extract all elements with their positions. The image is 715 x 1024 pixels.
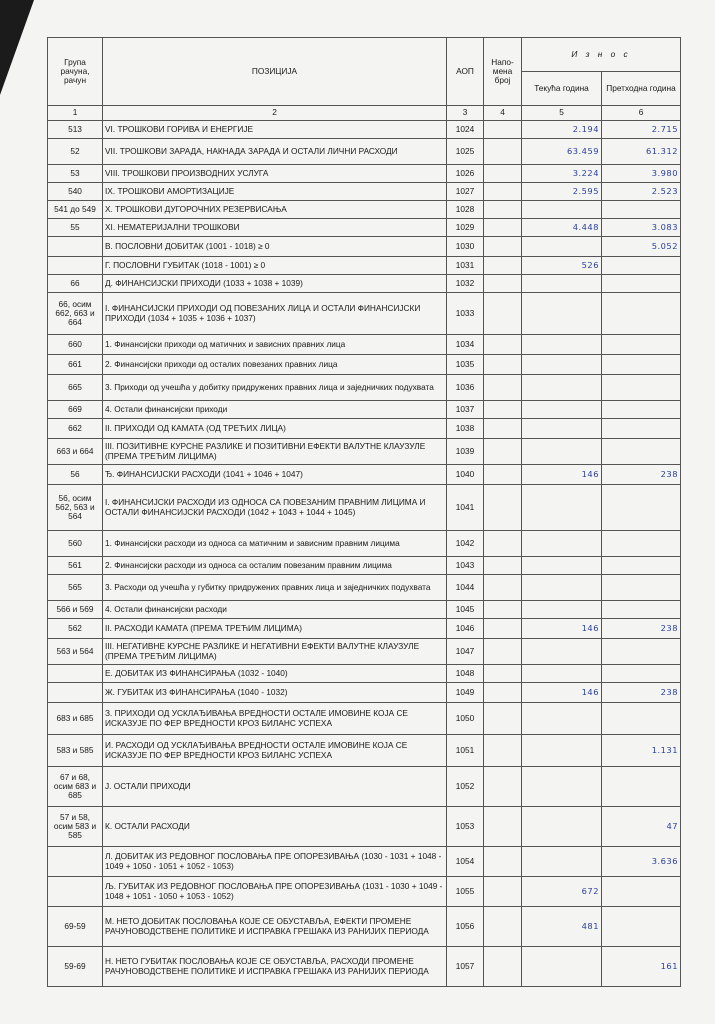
table-row [48, 735, 681, 767]
account-group-cell: 67 и 68, осим 683 и 685 [48, 767, 103, 807]
aop-cell: 1055 [447, 877, 484, 907]
previous-year-value [602, 257, 681, 275]
current-year-value [522, 439, 602, 465]
current-year-value [522, 767, 602, 807]
account-group-cell: 565 [48, 575, 103, 601]
current-year-value [522, 355, 602, 375]
note-cell [484, 237, 522, 257]
note-cell [484, 531, 522, 557]
table-row [48, 355, 681, 375]
table-row [48, 907, 681, 947]
position-cell: Д. ФИНАНСИЈСКИ ПРИХОДИ (1033 + 1038 + 1039) [103, 275, 447, 293]
current-year-value: 146 [522, 619, 602, 639]
note-cell [484, 735, 522, 767]
previous-year-value [602, 419, 681, 439]
position-cell: Н. НЕТО ГУБИТАК ПОСЛОВАЊА КОЈЕ СЕ ОБУСТАВЉА, РАСХОДИ ПРОМЕНЕ РАЧУНОВОДСТВЕНЕ ПОЛИТИКЕ И ИСПРАВКА ГРЕШАКА ИЗ РАНИЈИХ ПЕРИОДА [103, 947, 447, 987]
current-year-value: 481 [522, 907, 602, 947]
table-row [48, 165, 681, 183]
table-body [48, 121, 681, 987]
header-position: ПОЗИЦИЈА [103, 38, 447, 106]
note-cell [484, 683, 522, 703]
current-year-value [522, 557, 602, 575]
position-cell: XI. НЕМАТЕРИЈАЛНИ ТРОШКОВИ [103, 219, 447, 237]
account-group-cell [48, 683, 103, 703]
current-year-value [522, 401, 602, 419]
previous-year-value [602, 275, 681, 293]
table-row [48, 877, 681, 907]
previous-year-value: 5.052 [602, 237, 681, 257]
note-cell [484, 947, 522, 987]
position-cell: X. ТРОШКОВИ ДУГОРОЧНИХ РЕЗЕРВИСАЊА [103, 201, 447, 219]
account-group-cell: 660 [48, 335, 103, 355]
account-group-cell [48, 877, 103, 907]
account-group-cell: 566 и 569 [48, 601, 103, 619]
note-cell [484, 183, 522, 201]
previous-year-value [602, 293, 681, 335]
current-year-value: 672 [522, 877, 602, 907]
previous-year-value [602, 767, 681, 807]
note-cell [484, 293, 522, 335]
aop-cell: 1054 [447, 847, 484, 877]
current-year-value: 526 [522, 257, 602, 275]
position-cell: III. НЕГАТИВНЕ КУРСНЕ РАЗЛИКЕ И НЕГАТИВНИ ЕФЕКТИ ВАЛУТНЕ КЛАУЗУЛЕ (ПРЕМА ТРЕЋИМ ЛИЦИМА) [103, 639, 447, 665]
account-group-cell: 683 и 685 [48, 703, 103, 735]
header-group: Група рачуна, рачун [48, 38, 103, 106]
note-cell [484, 201, 522, 219]
note-cell [484, 401, 522, 419]
col-num-2: 2 [103, 106, 447, 121]
account-group-cell: 669 [48, 401, 103, 419]
note-cell [484, 165, 522, 183]
position-cell: М. НЕТО ДОБИТАК ПОСЛОВАЊА КОЈЕ СЕ ОБУСТАВЉА, ЕФЕКТИ ПРОМЕНЕ РАЧУНОВОДСТВЕНЕ ПОЛИТИКЕ И ИСПРАВКА ГРЕШАКА ИЗ РАНИЈИХ ПЕРИОДА [103, 907, 447, 947]
header-amount: И з н о с [522, 38, 681, 72]
previous-year-value [602, 355, 681, 375]
table-row [48, 639, 681, 665]
account-group-cell [48, 257, 103, 275]
position-cell: 4. Остали финансијски приходи [103, 401, 447, 419]
current-year-value [522, 735, 602, 767]
current-year-value [522, 807, 602, 847]
aop-cell: 1032 [447, 275, 484, 293]
position-cell: Ж. ГУБИТАК ИЗ ФИНАНСИРАЊА (1040 - 1032) [103, 683, 447, 703]
account-group-cell: 56, осим 562, 563 и 564 [48, 485, 103, 531]
account-group-cell: 561 [48, 557, 103, 575]
previous-year-value: 3.980 [602, 165, 681, 183]
aop-cell: 1026 [447, 165, 484, 183]
previous-year-value [602, 531, 681, 557]
aop-cell: 1045 [447, 601, 484, 619]
current-year-value: 146 [522, 465, 602, 485]
account-group-cell: 560 [48, 531, 103, 557]
previous-year-value: 238 [602, 683, 681, 703]
previous-year-value: 2.523 [602, 183, 681, 201]
note-cell [484, 355, 522, 375]
position-cell: 3. Приходи од учешћа у добитку придружених правних лица и заједничких подухвата [103, 375, 447, 401]
account-group-cell: 583 и 585 [48, 735, 103, 767]
account-group-cell: 562 [48, 619, 103, 639]
note-cell [484, 619, 522, 639]
note-cell [484, 139, 522, 165]
position-cell: II. РАСХОДИ КАМАТА (ПРЕМА ТРЕЋИМ ЛИЦИМА) [103, 619, 447, 639]
previous-year-value: 2.715 [602, 121, 681, 139]
note-cell [484, 465, 522, 485]
position-cell: Ђ. ФИНАНСИЈСКИ РАСХОДИ (1041 + 1046 + 1047) [103, 465, 447, 485]
previous-year-value [602, 575, 681, 601]
table-row [48, 465, 681, 485]
account-group-cell: 66, осим 662, 663 и 664 [48, 293, 103, 335]
aop-cell: 1056 [447, 907, 484, 947]
aop-cell: 1036 [447, 375, 484, 401]
aop-cell: 1043 [447, 557, 484, 575]
note-cell [484, 767, 522, 807]
account-group-cell: 55 [48, 219, 103, 237]
table-row [48, 275, 681, 293]
table-row [48, 139, 681, 165]
current-year-value [522, 201, 602, 219]
current-year-value: 3.224 [522, 165, 602, 183]
previous-year-value [602, 485, 681, 531]
position-cell: Ј. ОСТАЛИ ПРИХОДИ [103, 767, 447, 807]
position-cell: З. ПРИХОДИ ОД УСКЛАЂИВАЊА ВРЕДНОСТИ ОСТАЛЕ ИМОВИНЕ КОЈА СЕ ИСКАЗУЈЕ ПО ФЕР ВРЕДНОСТИ КРОЗ БИЛАНС УСПЕХА [103, 703, 447, 735]
position-cell: I. ФИНАНСИЈСКИ РАСХОДИ ИЗ ОДНОСА СА ПОВЕЗАНИМ ПРАВНИМ ЛИЦИМА И ОСТАЛИ ФИНАНСИЈСКИ РАСХОДИ (1042 + 1043 + 1044 + 1045) [103, 485, 447, 531]
current-year-value [522, 703, 602, 735]
previous-year-value: 47 [602, 807, 681, 847]
current-year-value [522, 237, 602, 257]
table-row [48, 683, 681, 703]
note-cell [484, 121, 522, 139]
position-cell: К. ОСТАЛИ РАСХОДИ [103, 807, 447, 847]
account-group-cell: 56 [48, 465, 103, 485]
position-cell: 1. Финансијски приходи од матичних и зависних правних лица [103, 335, 447, 355]
account-group-cell: 665 [48, 375, 103, 401]
account-group-cell: 661 [48, 355, 103, 375]
aop-cell: 1034 [447, 335, 484, 355]
table-row [48, 847, 681, 877]
aop-cell: 1028 [447, 201, 484, 219]
current-year-value [522, 293, 602, 335]
aop-cell: 1047 [447, 639, 484, 665]
position-cell: 2. Финансијски приходи од осталих повезаних правних лица [103, 355, 447, 375]
current-year-value [522, 419, 602, 439]
position-cell: IX. ТРОШКОВИ АМОРТИЗАЦИЈЕ [103, 183, 447, 201]
aop-cell: 1051 [447, 735, 484, 767]
previous-year-value [602, 639, 681, 665]
table-row [48, 237, 681, 257]
current-year-value [522, 335, 602, 355]
table-row [48, 665, 681, 683]
account-group-cell: 662 [48, 419, 103, 439]
previous-year-value: 238 [602, 465, 681, 485]
aop-cell: 1038 [447, 419, 484, 439]
note-cell [484, 639, 522, 665]
table-row [48, 557, 681, 575]
table-row [48, 293, 681, 335]
account-group-cell: 563 и 564 [48, 639, 103, 665]
previous-year-value [602, 439, 681, 465]
position-cell: I. ФИНАНСИЈСКИ ПРИХОДИ ОД ПОВЕЗАНИХ ЛИЦА И ОСТАЛИ ФИНАНСИЈСКИ ПРИХОДИ (1034 + 1035 + 1036 + 1037) [103, 293, 447, 335]
previous-year-value [602, 601, 681, 619]
position-cell: В. ПОСЛОВНИ ДОБИТАК (1001 - 1018) ≥ 0 [103, 237, 447, 257]
aop-cell: 1048 [447, 665, 484, 683]
aop-cell: 1046 [447, 619, 484, 639]
header-current-year: Текућа година [522, 72, 602, 106]
col-num-5: 5 [522, 106, 602, 121]
previous-year-value: 238 [602, 619, 681, 639]
aop-cell: 1039 [447, 439, 484, 465]
current-year-value [522, 847, 602, 877]
previous-year-value [602, 557, 681, 575]
position-cell: И. РАСХОДИ ОД УСКЛАЂИВАЊА ВРЕДНОСТИ ОСТАЛЕ ИМОВИНЕ КОЈА СЕ ИСКАЗУЈЕ ПО ФЕР ВРЕДНОСТИ КРОЗ БИЛАНС УСПЕХА [103, 735, 447, 767]
table-row [48, 121, 681, 139]
note-cell [484, 485, 522, 531]
table-row [48, 575, 681, 601]
current-year-value: 2.194 [522, 121, 602, 139]
table-row [48, 257, 681, 275]
account-group-cell: 69-59 [48, 907, 103, 947]
note-cell [484, 877, 522, 907]
note-cell [484, 335, 522, 355]
col-num-6: 6 [602, 106, 681, 121]
table-row [48, 767, 681, 807]
position-cell: 3. Расходи од учешћа у губитку придружених правних лица и заједничких подухвата [103, 575, 447, 601]
note-cell [484, 601, 522, 619]
aop-cell: 1042 [447, 531, 484, 557]
account-group-cell: 52 [48, 139, 103, 165]
position-cell: VII. ТРОШКОВИ ЗАРАДА, НАКНАДА ЗАРАДА И ОСТАЛИ ЛИЧНИ РАСХОДИ [103, 139, 447, 165]
aop-cell: 1033 [447, 293, 484, 335]
note-cell [484, 703, 522, 735]
aop-cell: 1027 [447, 183, 484, 201]
aop-cell: 1041 [447, 485, 484, 531]
aop-cell: 1057 [447, 947, 484, 987]
previous-year-value: 161 [602, 947, 681, 987]
aop-cell: 1053 [447, 807, 484, 847]
header-row-top [48, 38, 681, 72]
current-year-value [522, 275, 602, 293]
previous-year-value [602, 907, 681, 947]
table-row [48, 419, 681, 439]
current-year-value: 146 [522, 683, 602, 703]
table-row [48, 335, 681, 355]
table-row [48, 485, 681, 531]
col-num-4: 4 [484, 106, 522, 121]
scan-corner-shadow [0, 0, 34, 95]
aop-cell: 1049 [447, 683, 484, 703]
note-cell [484, 807, 522, 847]
table-row [48, 619, 681, 639]
previous-year-value [602, 703, 681, 735]
account-group-cell: 513 [48, 121, 103, 139]
aop-cell: 1050 [447, 703, 484, 735]
aop-cell: 1029 [447, 219, 484, 237]
table-row [48, 947, 681, 987]
table-row [48, 375, 681, 401]
col-num-1: 1 [48, 106, 103, 121]
current-year-value [522, 947, 602, 987]
previous-year-value [602, 877, 681, 907]
previous-year-value [602, 335, 681, 355]
note-cell [484, 439, 522, 465]
account-group-cell [48, 847, 103, 877]
note-cell [484, 665, 522, 683]
position-cell: Г. ПОСЛОВНИ ГУБИТАК (1018 - 1001) ≥ 0 [103, 257, 447, 275]
account-group-cell [48, 237, 103, 257]
note-cell [484, 847, 522, 877]
aop-cell: 1031 [447, 257, 484, 275]
previous-year-value: 3.083 [602, 219, 681, 237]
table-row [48, 531, 681, 557]
account-group-cell: 663 и 664 [48, 439, 103, 465]
column-number-row [48, 106, 681, 121]
aop-cell: 1035 [447, 355, 484, 375]
previous-year-value: 3.636 [602, 847, 681, 877]
aop-cell: 1030 [447, 237, 484, 257]
position-cell: Л. ДОБИТАК ИЗ РЕДОВНОГ ПОСЛОВАЊА ПРЕ ОПОРЕЗИВАЊА (1030 - 1031 + 1048 - 1049 + 1050 - 1051 + 1052 - 1053) [103, 847, 447, 877]
position-cell: Љ. ГУБИТАК ИЗ РЕДОВНОГ ПОСЛОВАЊА ПРЕ ОПОРЕЗИВАЊА (1031 - 1030 + 1049 - 1048 + 1051 - 1050 + 1053 - 1052) [103, 877, 447, 907]
position-cell: II. ПРИХОДИ ОД КАМАТА (ОД ТРЕЋИХ ЛИЦА) [103, 419, 447, 439]
header-aop: АОП [447, 38, 484, 106]
note-cell [484, 907, 522, 947]
account-group-cell: 53 [48, 165, 103, 183]
aop-cell: 1024 [447, 121, 484, 139]
aop-cell: 1037 [447, 401, 484, 419]
position-cell: Е. ДОБИТАК ИЗ ФИНАНСИРАЊА (1032 - 1040) [103, 665, 447, 683]
current-year-value [522, 531, 602, 557]
header-previous-year: Претходна година [602, 72, 681, 106]
current-year-value [522, 639, 602, 665]
position-cell: VIII. ТРОШКОВИ ПРОИЗВОДНИХ УСЛУГА [103, 165, 447, 183]
table-row [48, 601, 681, 619]
position-cell: 4. Остали финансијски расходи [103, 601, 447, 619]
previous-year-value [602, 665, 681, 683]
previous-year-value [602, 375, 681, 401]
header-note: Напо-мена број [484, 38, 522, 106]
current-year-value: 2.595 [522, 183, 602, 201]
table-row [48, 219, 681, 237]
position-cell: III. ПОЗИТИВНЕ КУРСНЕ РАЗЛИКЕ И ПОЗИТИВНИ ЕФЕКТИ ВАЛУТНЕ КЛАУЗУЛЕ (ПРЕМА ТРЕЋИМ ЛИЦИМА) [103, 439, 447, 465]
table-row [48, 401, 681, 419]
position-cell: 1. Финансијски расходи из односа са матичним и зависним правним лицима [103, 531, 447, 557]
table-row [48, 807, 681, 847]
note-cell [484, 275, 522, 293]
current-year-value: 4.448 [522, 219, 602, 237]
note-cell [484, 375, 522, 401]
current-year-value [522, 485, 602, 531]
table-row [48, 703, 681, 735]
previous-year-value [602, 201, 681, 219]
table-row [48, 183, 681, 201]
previous-year-value: 61.312 [602, 139, 681, 165]
position-cell: VI. ТРОШКОВИ ГОРИВА И ЕНЕРГИЈЕ [103, 121, 447, 139]
previous-year-value: 1.131 [602, 735, 681, 767]
note-cell [484, 575, 522, 601]
account-group-cell: 541 до 549 [48, 201, 103, 219]
current-year-value [522, 665, 602, 683]
position-cell: 2. Финансијски расходи из односа са осталим повезаним правним лицима [103, 557, 447, 575]
aop-cell: 1040 [447, 465, 484, 485]
table-row [48, 439, 681, 465]
aop-cell: 1025 [447, 139, 484, 165]
aop-cell: 1052 [447, 767, 484, 807]
account-group-cell: 57 и 58, осим 583 и 585 [48, 807, 103, 847]
table-row [48, 201, 681, 219]
previous-year-value [602, 401, 681, 419]
aop-cell: 1044 [447, 575, 484, 601]
note-cell [484, 557, 522, 575]
current-year-value: 63.459 [522, 139, 602, 165]
account-group-cell [48, 665, 103, 683]
current-year-value [522, 601, 602, 619]
note-cell [484, 219, 522, 237]
account-group-cell: 59-69 [48, 947, 103, 987]
income-statement-table [47, 37, 681, 987]
note-cell [484, 419, 522, 439]
col-num-3: 3 [447, 106, 484, 121]
current-year-value [522, 575, 602, 601]
current-year-value [522, 375, 602, 401]
account-group-cell: 540 [48, 183, 103, 201]
account-group-cell: 66 [48, 275, 103, 293]
note-cell [484, 257, 522, 275]
